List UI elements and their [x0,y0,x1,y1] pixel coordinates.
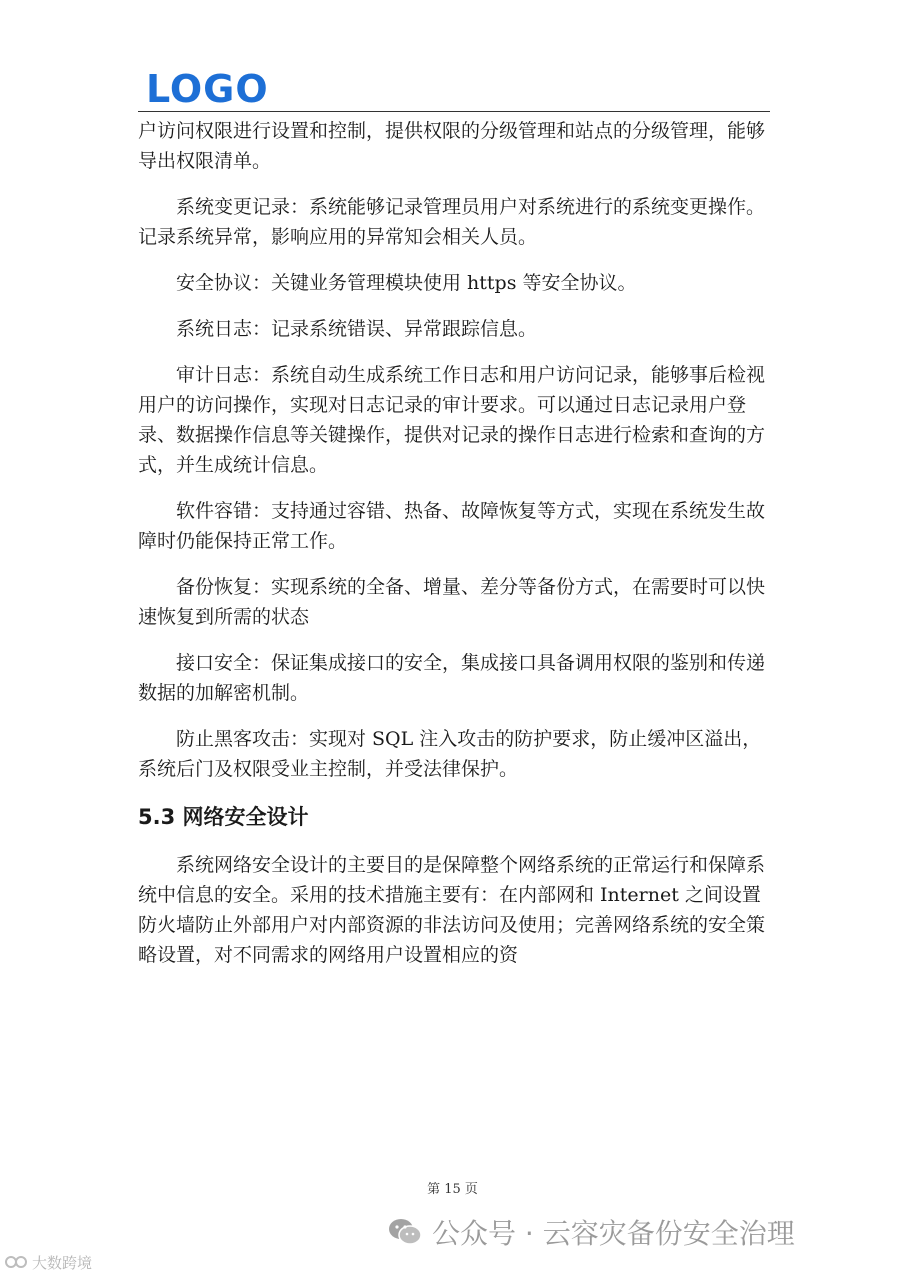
watermark-text: 公众号 · 云容灾备份安全治理 [432,1217,795,1250]
header-rule [138,111,770,112]
page-number: 第 15 页 [427,1182,478,1197]
paragraph-network-security: 系统网络安全设计的主要目的是保障整个网络系统的正常运行和保障系统中信息的安全。采用的技术措施主要有：在内部网和 Internet 之间设置防火墙防止外部用户对内部资源的非法访问及使用；完善网络系统的安全策略设置，对不同需求的网络用户设置相应的资 [138,854,766,966]
brand-icon [4,1253,28,1271]
document-body [138,116,778,986]
paragraph-anti-hacker: 防止黑客攻击：实现对 SQL 注入攻击的防护要求，防止缓冲区溢出，系统后门及权限受业主控制，并受法律保护。 [138,728,762,780]
paragraph-system-log: 系统日志：记录系统错误、异常跟踪信息。 [176,318,538,340]
paragraph-interface-security: 接口安全：保证集成接口的安全，集成接口具备调用权限的鉴别和传递数据的加解密机制。 [138,652,766,704]
paragraph-audit-log: 审计日志：系统自动生成系统工作日志和用户访问记录，能够事后检视用户的访问操作，实现对日志记录的审计要求。可以通过日志记录用户登录、数据操作信息等关键操作，提供对记录的操作日志进行检索和查询的方式，并生成统计信息。 [138,364,766,476]
wechat-icon [388,1217,422,1247]
paragraph-access-control: 户访问权限进行设置和控制，提供权限的分级管理和站点的分级管理，能够导出权限清单。 [138,120,766,172]
logo: LOGO [146,67,269,111]
paragraph-security-protocol: 安全协议：关键业务管理模块使用 https 等安全协议。 [176,272,637,294]
section-heading: 5.3 网络安全设计 [138,805,309,829]
corner-tag-text: 大数跨境 [32,1253,93,1272]
watermark [388,1210,795,1254]
corner-tag [4,1248,92,1276]
paragraph-backup: 备份恢复：实现系统的全备、增量、差分等备份方式，在需要时可以快速恢复到所需的状态 [138,576,766,628]
paragraph-change-log: 系统变更记录：系统能够记录管理员用户对系统进行的系统变更操作。记录系统异常，影响应用的异常知会相关人员。 [138,196,766,248]
paragraph-fault-tolerance: 软件容错：支持通过容错、热备、故障恢复等方式，实现在系统发生故障时仍能保持正常工作。 [138,500,766,552]
